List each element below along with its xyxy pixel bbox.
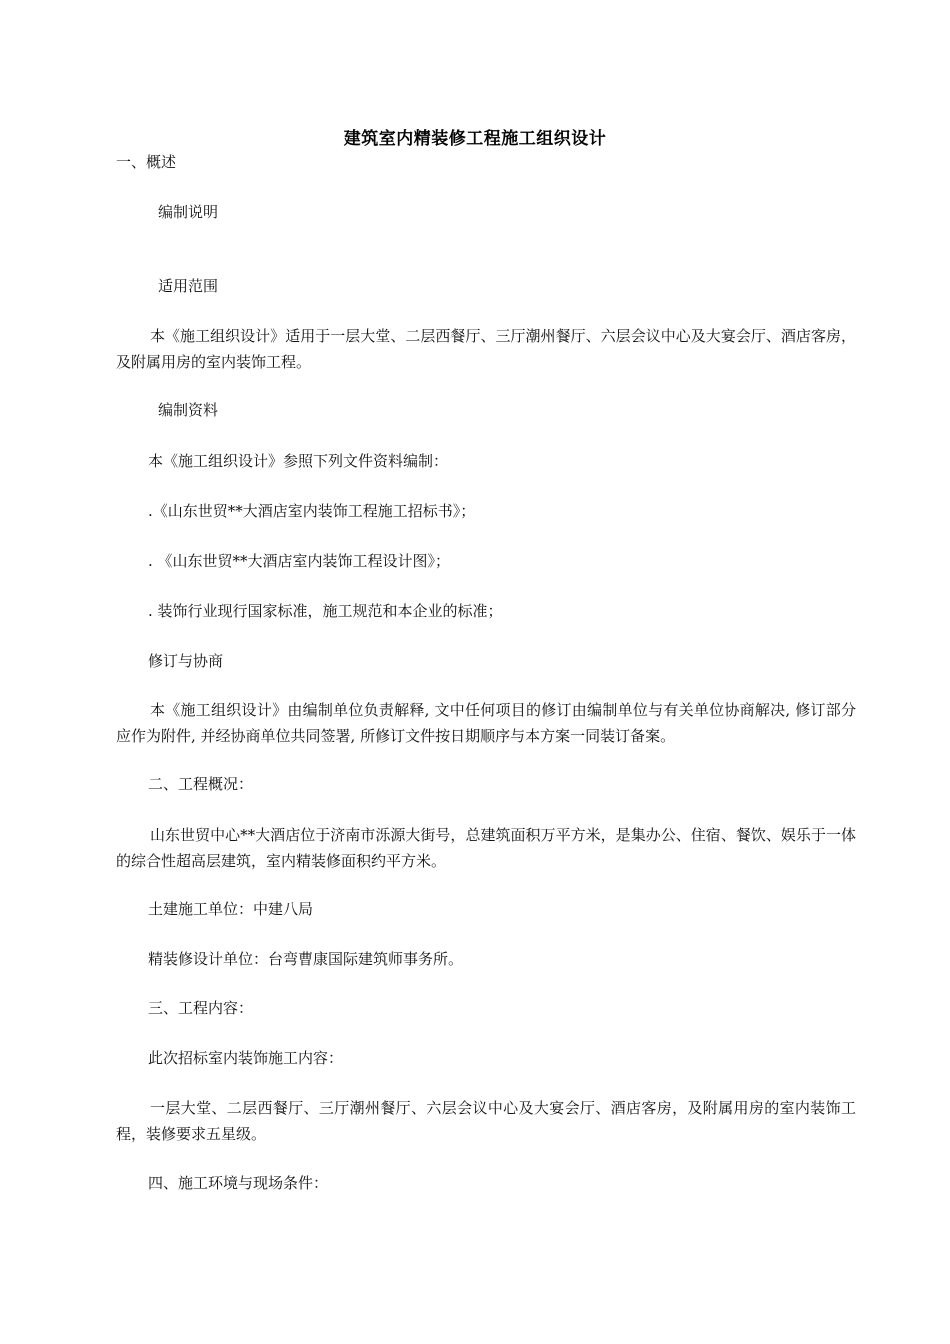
section-heading-project-overview: 二、工程概况： bbox=[148, 775, 254, 793]
section-heading-site-conditions: 四、施工环境与现场条件： bbox=[148, 1174, 329, 1192]
subheading-materials: 编制资料 bbox=[158, 401, 219, 419]
section-heading-overview: 一、概述 bbox=[116, 153, 177, 171]
section-heading-project-content: 三、工程内容： bbox=[148, 999, 254, 1017]
paragraph-content-intro: 此次招标室内装饰施工内容： bbox=[148, 1049, 344, 1067]
list-item-material: . 装饰行业现行国家标准，施工规范和本企业的标准； bbox=[148, 602, 503, 620]
paragraph-content: 一层大堂、二层西餐厅、三厅潮州餐厅、六层会议中心及大宴会厅、酒店客房，及附属用房的室内装饰工程，装修要求五星级。 bbox=[116, 1099, 856, 1143]
paragraph-design-unit: 精装修设计单位：台弯曹康国际建筑师事务所。 bbox=[148, 950, 464, 968]
subheading-revision: 修订与协商 bbox=[148, 652, 224, 670]
paragraph-revision: 本《施工组织设计》由编制单位负责解释, 文中任何项目的修订由编制单位与有关单位协商解决, 修订部分应作为附件, 并经协商单位共同签署, 所修订文件按日期顺序与本方案一同装订备案。 bbox=[116, 701, 856, 745]
paragraph-civil-unit: 土建施工单位：中建八局 bbox=[148, 900, 314, 918]
subheading-scope: 适用范围 bbox=[158, 277, 219, 295]
list-item-material: .《山东世贸**大酒店室内装饰工程施工招标书》； bbox=[148, 502, 476, 520]
document-title: 建筑室内精装修工程施工组织设计 bbox=[343, 129, 607, 149]
subheading-compile-note: 编制说明 bbox=[158, 203, 219, 221]
paragraph-project-overview: 山东世贸中心**大酒店位于济南市泺源大街号，总建筑面积万平方米，是集办公、住宿、餐饮、娱乐于一体的综合性超高层建筑，室内精装修面积约平方米。 bbox=[116, 826, 856, 870]
paragraph-scope: 本《施工组织设计》适用于一层大堂、二层西餐厅、三厅潮州餐厅、六层会议中心及大宴会厅、酒店客房，及附属用房的室内装饰工程。 bbox=[116, 327, 856, 371]
paragraph-materials-intro: 本《施工组织设计》参照下列文件资料编制： bbox=[148, 452, 449, 470]
list-item-material: . 《山东世贸**大酒店室内装饰工程设计图》； bbox=[148, 552, 451, 570]
